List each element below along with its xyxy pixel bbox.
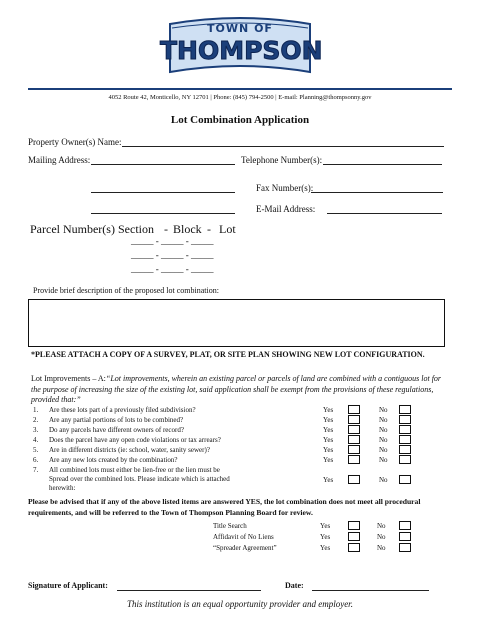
attachment-2-no-checkbox[interactable] bbox=[399, 532, 411, 541]
telephone-label: Telephone Number(s): bbox=[241, 155, 323, 165]
q6-yes-checkbox[interactable] bbox=[348, 455, 360, 464]
q3-no-checkbox[interactable] bbox=[399, 425, 411, 434]
question-7-text-2: Spread over the combined lots. Please indicate which is attached bbox=[49, 475, 230, 483]
q3-yes-label: Yes bbox=[323, 426, 334, 434]
attachment-1-label: Title Search bbox=[213, 522, 247, 530]
attachment-1-no-label: No bbox=[377, 522, 386, 530]
q5-yes-label: Yes bbox=[323, 446, 334, 454]
attachment-2-label: Affidavit of No Liens bbox=[213, 533, 274, 541]
q5-no-label: No bbox=[379, 446, 388, 454]
question-7-text: All combined lots must either be lien-free or the lien must be bbox=[49, 466, 220, 474]
q4-yes-checkbox[interactable] bbox=[348, 435, 360, 444]
attachment-3-label: “Spreader Agreement” bbox=[213, 544, 277, 552]
question-5-text: Are in different districts (ie: school, water, sanity sewer)? bbox=[49, 446, 210, 454]
q2-no-checkbox[interactable] bbox=[399, 415, 411, 424]
question-6-text: Are any new lots created by the combination? bbox=[49, 456, 178, 464]
parcel-block-label: Block bbox=[173, 222, 202, 236]
improvements-lead: Lot Improvements – A: bbox=[31, 374, 106, 383]
attachment-2-no-label: No bbox=[377, 533, 386, 541]
question-7-text-3: herewith: bbox=[49, 484, 76, 492]
signature-field[interactable] bbox=[117, 590, 261, 591]
parcel-row-2[interactable]: _____ - _____ - _____ bbox=[131, 250, 214, 260]
contact-line: 4052 Route 42, Monticello, NY 12701 | Phone: (845) 794-2500 | E-mail: Planning@thompsonny.gov bbox=[108, 94, 372, 101]
telephone-field[interactable] bbox=[323, 164, 442, 165]
question-2-text: Are any partial portions of lots to be combined? bbox=[49, 416, 184, 424]
town-logo bbox=[160, 14, 323, 80]
q4-no-checkbox[interactable] bbox=[399, 435, 411, 444]
email-label: E-Mail Address: bbox=[256, 204, 316, 214]
q5-yes-checkbox[interactable] bbox=[348, 445, 360, 454]
q4-no-label: No bbox=[379, 436, 388, 444]
q2-yes-label: Yes bbox=[323, 416, 334, 424]
page-title: Lot Combination Application bbox=[170, 114, 310, 126]
q1-yes-checkbox[interactable] bbox=[348, 405, 360, 414]
improvements-text bbox=[31, 374, 451, 406]
email-field[interactable] bbox=[327, 213, 442, 214]
parcel-row-3[interactable]: _____ - _____ - _____ bbox=[131, 264, 214, 274]
parcel-section-label: Section bbox=[118, 222, 154, 236]
question-1-text: Are these lots part of a previously filed subdivision? bbox=[49, 406, 196, 414]
attachment-1-no-checkbox[interactable] bbox=[399, 521, 411, 530]
q2-no-label: No bbox=[379, 416, 388, 424]
q7-yes-label: Yes bbox=[323, 476, 334, 484]
attachment-3-no-label: No bbox=[377, 544, 386, 552]
question-4-text: Does the parcel have any open code violations or tax arrears? bbox=[49, 436, 221, 444]
q1-yes-label: Yes bbox=[323, 406, 334, 414]
q6-no-label: No bbox=[379, 456, 388, 464]
attachment-3-yes-label: Yes bbox=[320, 544, 331, 552]
fax-field[interactable] bbox=[311, 192, 443, 193]
q4-yes-label: Yes bbox=[323, 436, 334, 444]
q1-no-checkbox[interactable] bbox=[399, 405, 411, 414]
owner-label: Property Owner(s) Name: bbox=[28, 137, 122, 147]
question-1-num: 1. bbox=[33, 406, 39, 414]
attachment-3-yes-checkbox[interactable] bbox=[348, 543, 360, 552]
mailing-field-1[interactable] bbox=[91, 164, 235, 165]
parcel-lot-label: Lot bbox=[219, 222, 236, 236]
question-3-num: 3. bbox=[33, 426, 39, 434]
q7-no-label: No bbox=[379, 476, 388, 484]
description-box[interactable] bbox=[28, 299, 445, 347]
attach-notice: *PLEASE ATTACH A COPY OF A SURVEY, PLAT, OR SITE PLAN SHOWING NEW LOT CONFIGURATION. bbox=[31, 350, 425, 359]
advisory-text: Please be advised that if any of the above listed items are answered YES, the lot combination does not meet all procedural requirements, and will be referred to the Town of Thompson Planning Board for review. bbox=[28, 497, 421, 517]
parcel-row-1[interactable]: _____ - _____ - _____ bbox=[131, 236, 214, 246]
signature-label: Signature of Applicant: bbox=[28, 581, 108, 590]
attachment-1-yes-label: Yes bbox=[320, 522, 331, 530]
attachment-1-yes-checkbox[interactable] bbox=[348, 521, 360, 530]
parcel-dash-2: - bbox=[207, 222, 211, 236]
mailing-field-3[interactable] bbox=[91, 213, 235, 214]
question-4-num: 4. bbox=[33, 436, 39, 444]
q3-no-label: No bbox=[379, 426, 388, 434]
attachment-2-yes-label: Yes bbox=[320, 533, 331, 541]
question-7-num: 7. bbox=[33, 466, 39, 474]
improvements-quote: “Lot improvements, wherein an existing parcel or parcels of land are combined with a contiguous lot for the purpose of increasing the size of the existing lot, said application shall be exempt from the provisions of these regulations, provided that:” bbox=[31, 374, 442, 404]
header-rule bbox=[28, 88, 452, 90]
question-5-num: 5. bbox=[33, 446, 39, 454]
q6-yes-label: Yes bbox=[323, 456, 334, 464]
fax-label: Fax Number(s): bbox=[256, 183, 314, 193]
question-6-num: 6. bbox=[33, 456, 39, 464]
owner-field[interactable] bbox=[122, 146, 444, 147]
parcel-label: Parcel Number(s) bbox=[30, 222, 115, 236]
date-field[interactable] bbox=[312, 590, 429, 591]
q2-yes-checkbox[interactable] bbox=[348, 415, 360, 424]
parcel-dash-1: - bbox=[164, 222, 168, 236]
attachment-3-no-checkbox[interactable] bbox=[399, 543, 411, 552]
logo-top-text: TOWN OF bbox=[207, 22, 273, 35]
mailing-label: Mailing Address: bbox=[28, 155, 91, 165]
q3-yes-checkbox[interactable] bbox=[348, 425, 360, 434]
q6-no-checkbox[interactable] bbox=[399, 455, 411, 464]
q1-no-label: No bbox=[379, 406, 388, 414]
description-label: Provide brief description of the proposed lot combination: bbox=[33, 286, 219, 295]
question-2-num: 2. bbox=[33, 416, 39, 424]
q7-yes-checkbox[interactable] bbox=[348, 475, 360, 484]
logo-main-text: THOMPSON bbox=[160, 36, 323, 65]
question-3-text: Do any parcels have different owners of record? bbox=[49, 426, 184, 434]
date-label: Date: bbox=[285, 581, 304, 590]
q7-no-checkbox[interactable] bbox=[399, 475, 411, 484]
mailing-field-2[interactable] bbox=[91, 192, 235, 193]
attachment-2-yes-checkbox[interactable] bbox=[348, 532, 360, 541]
footer-text: This institution is an equal opportunity provider and employer. bbox=[127, 599, 353, 609]
q5-no-checkbox[interactable] bbox=[399, 445, 411, 454]
